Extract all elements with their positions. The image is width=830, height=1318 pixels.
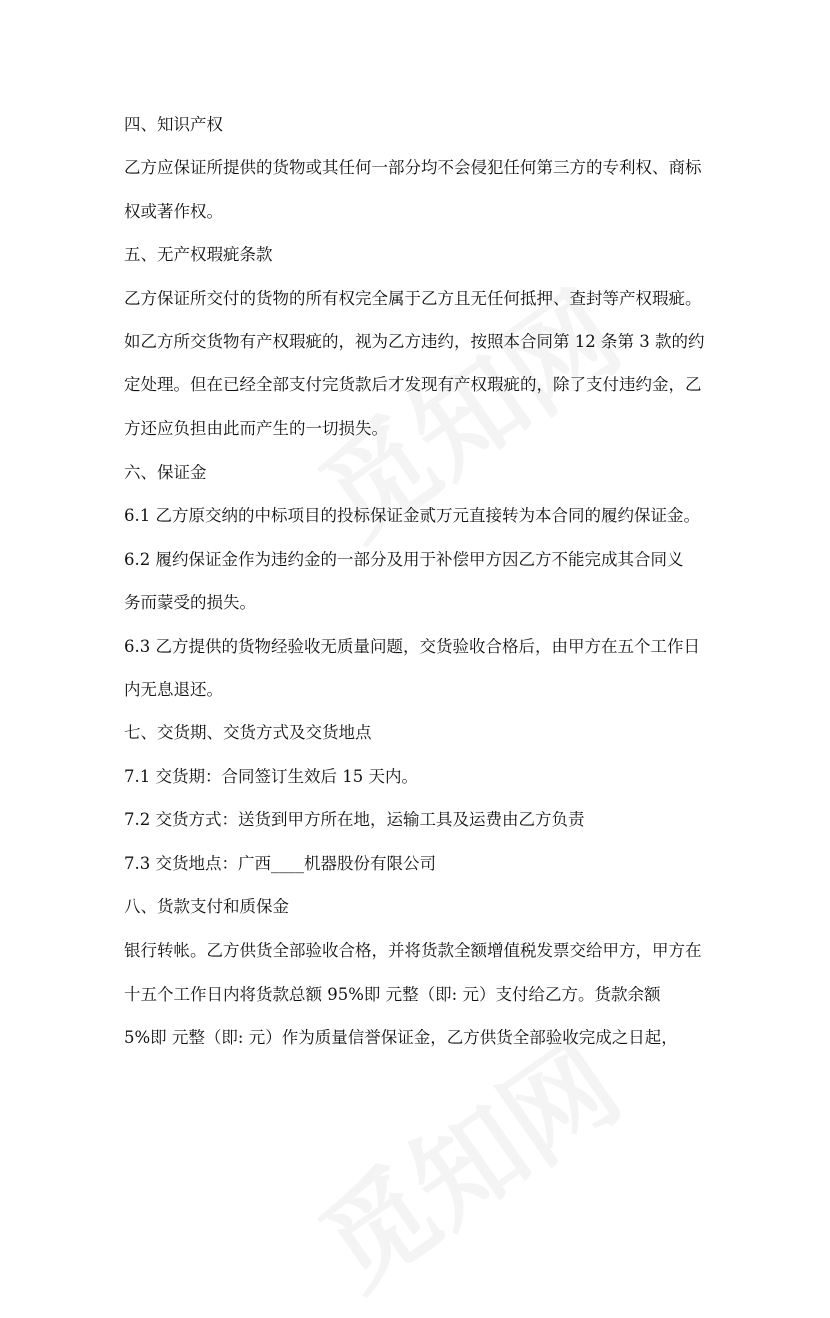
section-4-paragraph-line-1: 乙方应保证所提供的货物或其任何一部分均不会侵犯任何第三方的专利权、商标 [124,158,702,177]
section-8-paragraph-line-1: 银行转帐。乙方供货全部验收合格，并将货款全额增值税发票交给甲方，甲方在 [124,941,702,960]
section-4-title: 四、知识产权 [124,115,223,134]
clause-7-1: 7.1 交货期：合同签订生效后 15 天内。 [124,767,418,786]
section-8-paragraph-line-2: 十五个工作日内将货款总额 95%即 元整（即: 元）支付给乙方。货款余额 [124,985,661,1004]
clause-6-2-line-1: 6.2 履约保证金作为违约金的一部分及用于补偿甲方因乙方不能完成其合同义 [124,550,684,569]
section-5-paragraph-line-2: 如乙方所交货物有产权瑕疵的，视为乙方违约，按照本合同第 12 条第 3 款的约 [124,332,705,351]
clause-7-3: 7.3 交货地点：广西____机器股份有限公司 [124,854,436,873]
section-5-paragraph-line-4: 方还应负担由此而产生的一切损失。 [124,419,388,438]
clause-6-3-line-2: 内无息退还。 [124,680,223,699]
clause-7-2: 7.2 交货方式：送货到甲方所在地，运输工具及运费由乙方负责 [124,810,585,829]
section-5-paragraph-line-3: 定处理。但在已经全部支付完货款后才发现有产权瑕疵的，除了支付违约金，乙 [124,375,702,394]
section-7-title: 七、交货期、交货方式及交货地点 [124,723,372,742]
section-8-title: 八、货款支付和质保金 [124,897,289,916]
section-4-paragraph-line-2: 权或著作权。 [124,202,223,221]
clause-6-1: 6.1 乙方原交纳的中标项目的投标保证金贰万元直接转为本合同的履约保证金。 [124,506,700,525]
section-6-title: 六、保证金 [124,463,207,482]
clause-6-2-line-2: 务而蒙受的损失。 [124,593,256,612]
section-8-paragraph-line-3: 5%即 元整（即: 元）作为质量信誉保证金，乙方供货全部验收完成之日起， [124,1028,678,1047]
section-5-title: 五、无产权瑕疵条款 [124,245,273,264]
clause-6-3-line-1: 6.3 乙方提供的货物经验收无质量问题，交货验收合格后，由甲方在五个工作日 [124,637,700,656]
section-5-paragraph-line-1: 乙方保证所交付的货物的所有权完全属于乙方且无任何抵押、查封等产权瑕疵。 [124,289,702,308]
